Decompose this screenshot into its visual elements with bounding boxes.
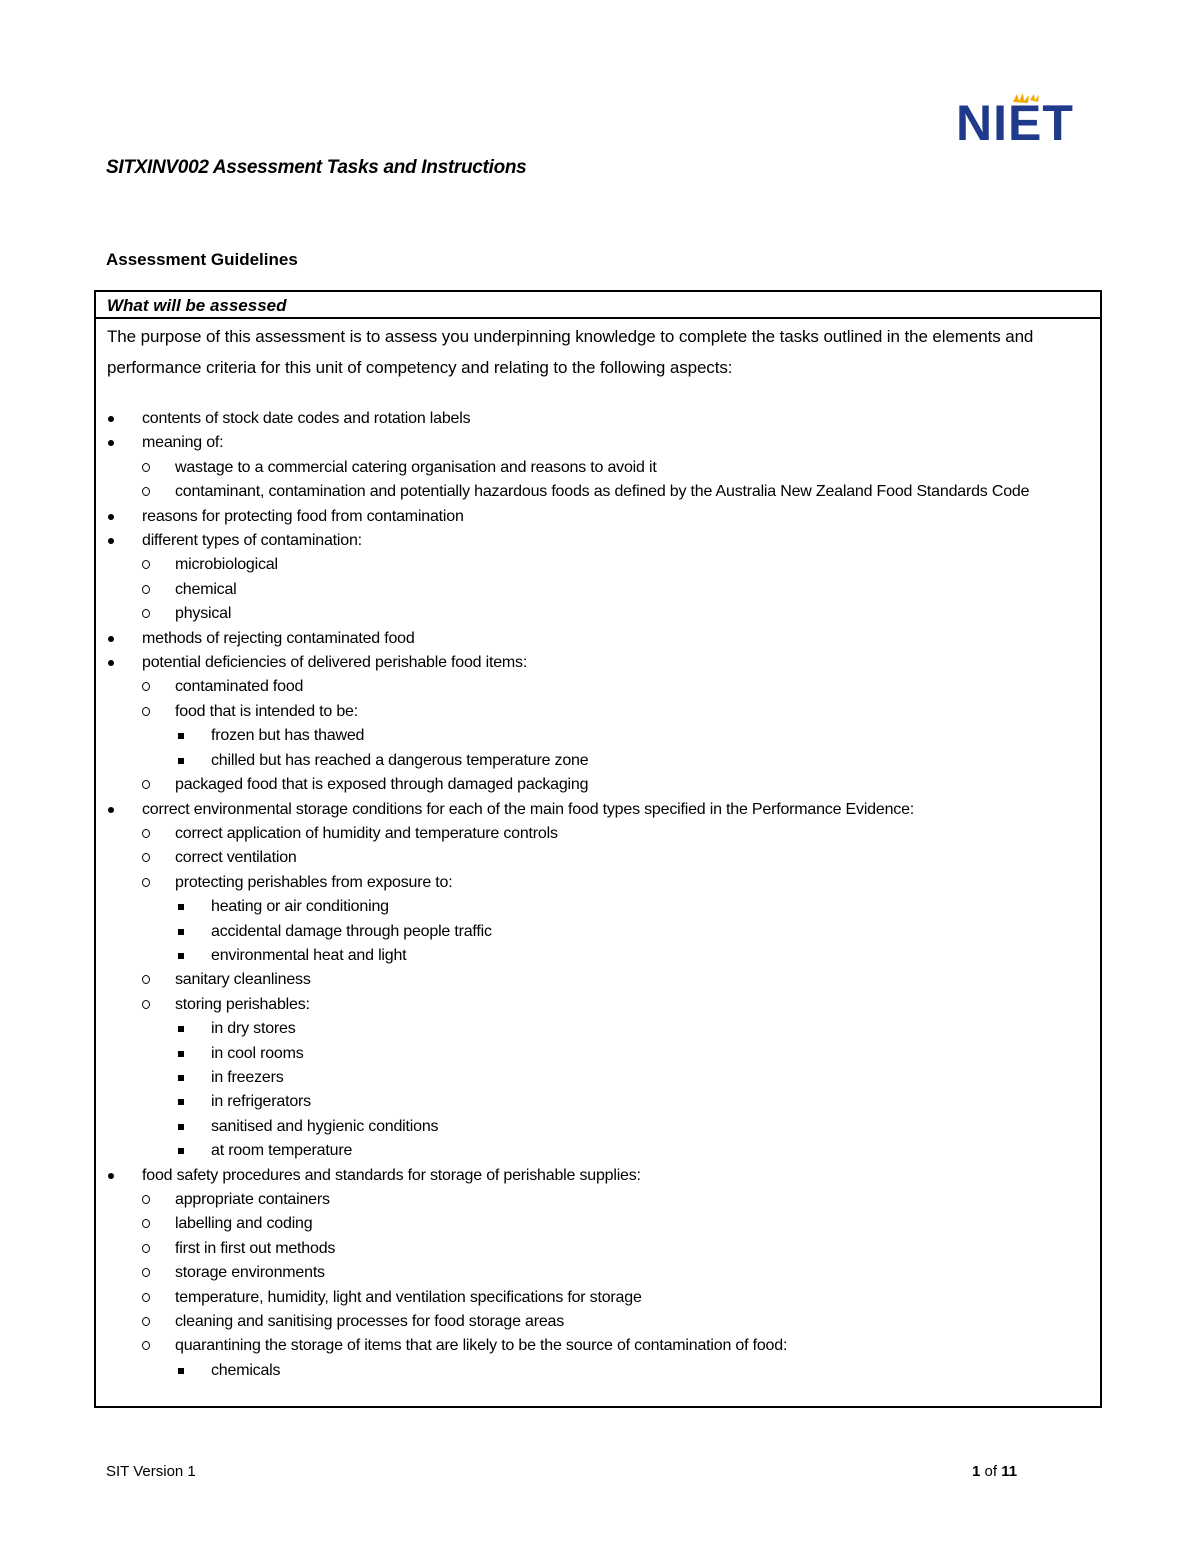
list-item-text: storage environments [175,1264,325,1282]
list-item [96,602,1100,626]
list-item [96,993,1100,1017]
list-item [96,773,1100,797]
list-item-text: packaged food that is exposed through damaged packaging [175,776,589,794]
list-item [96,1066,1100,1090]
circle-bullet-icon [142,1293,150,1302]
circle-bullet-icon [142,707,150,716]
bullet-icon [108,807,114,813]
list-item-text: meaning of: [142,434,224,452]
list-item-text: potential deficiencies of delivered perishable food items: [142,654,528,672]
list-item-text: physical [175,605,232,623]
list-item [96,505,1100,529]
circle-bullet-icon [142,682,150,691]
bullet-icon [108,1173,114,1179]
list-item [96,1261,1100,1285]
list-item-text: sanitary cleanliness [175,971,311,989]
list-item-text: labelling and coding [175,1215,313,1233]
list-item [96,700,1100,724]
list-item-text: temperature, humidity, light and ventilation specifications for storage [175,1288,642,1306]
list-item [96,822,1100,846]
list-item-text: cleaning and sanitising processes for food storage areas [175,1313,565,1331]
list-item [96,407,1100,431]
list-item [96,1334,1100,1358]
list-item [96,749,1100,773]
list-item-text: reasons for protecting food from contamination [142,507,464,525]
circle-bullet-icon [142,1219,150,1228]
list-item-text: correct environmental storage conditions for each of the main food types specified in the Performance Evidence: [142,800,915,818]
list-item [96,968,1100,992]
list-item-text: at room temperature [211,1142,353,1160]
square-bullet-icon [178,1148,184,1154]
list-item [96,1164,1100,1188]
section-heading: Assessment Guidelines [106,250,298,269]
square-bullet-icon [178,1124,184,1130]
page-number [972,1463,1017,1480]
list-item-text: chemicals [211,1361,281,1379]
square-bullet-icon [178,1026,184,1032]
page-of: of [984,1463,998,1480]
list-item-text: contaminated food [175,678,304,696]
list-item [96,944,1100,968]
assessment-table [94,290,1102,1408]
circle-bullet-icon [142,487,150,496]
list-item-text: in dry stores [211,1020,296,1038]
list-item-text: chemical [175,580,237,598]
list-item-text: food safety procedures and standards for storage of perishable supplies: [142,1166,641,1184]
list-item [96,895,1100,919]
footer-version: SIT Version 1 [106,1463,196,1480]
bullet-icon [108,514,114,520]
square-bullet-icon [178,1075,184,1081]
list-item [96,871,1100,895]
bullet-icon [108,416,114,422]
list-item [96,1139,1100,1163]
square-bullet-icon [178,758,184,764]
circle-bullet-icon [142,853,150,862]
assessment-criteria-list [96,407,1100,1383]
list-item-text: contents of stock date codes and rotation labels [142,410,471,427]
circle-bullet-icon [142,1195,150,1204]
bullet-icon [108,538,114,544]
list-item-text: methods of rejecting contaminated food [142,629,415,647]
circle-bullet-icon [142,1268,150,1277]
list-item [96,1115,1100,1139]
list-item [96,1237,1100,1261]
table-intro: The purpose of this assessment is to assess you underpinning knowledge to complete the tasks outlined in the elements and performance criteria for this unit of competency and relating to the following aspects: [107,327,1034,377]
circle-bullet-icon [142,585,150,594]
list-item [96,651,1100,675]
list-item [96,798,1100,822]
bullet-icon [108,660,114,666]
list-item-text: sanitised and hygienic conditions [211,1117,439,1135]
list-item-text: in refrigerators [211,1093,311,1111]
square-bullet-icon [178,1051,184,1057]
document-title: SITXINV002 Assessment Tasks and Instructions [106,157,527,178]
list-item-text: microbiological [175,556,278,574]
bullet-icon [108,440,114,446]
square-bullet-icon [178,1368,184,1374]
list-item-text: first in first out methods [175,1239,336,1257]
list-item [96,578,1100,602]
list-item-text: storing perishables: [175,995,310,1013]
circle-bullet-icon [142,975,150,984]
circle-bullet-icon [142,560,150,569]
list-item [96,553,1100,577]
list-item [96,846,1100,870]
list-item-text: food that is intended to be: [175,702,358,720]
square-bullet-icon [178,733,184,739]
table-header: What will be assessed [96,292,1100,319]
list-item-text: accidental damage through people traffic [211,922,492,940]
square-bullet-icon [178,904,184,910]
list-item-text: environmental heat and light [211,946,407,964]
list-item [96,1212,1100,1236]
circle-bullet-icon [142,829,150,838]
list-item [96,675,1100,699]
list-item [96,627,1100,651]
list-item [96,1286,1100,1310]
list-item [96,1042,1100,1066]
list-item [96,1188,1100,1212]
list-item [96,431,1100,455]
circle-bullet-icon [142,878,150,887]
circle-bullet-icon [142,463,150,472]
svg-text:NIET: NIET [956,95,1074,146]
list-item-text: frozen but has thawed [211,727,365,745]
page-current: 1 [972,1463,981,1480]
list-item-text: heating or air conditioning [211,898,389,916]
list-item-text: chilled but has reached a dangerous temperature zone [211,751,589,769]
circle-bullet-icon [142,1341,150,1350]
list-item [96,1017,1100,1041]
circle-bullet-icon [142,780,150,789]
list-item-text: protecting perishables from exposure to: [175,873,453,891]
page-total: 11 [1001,1463,1018,1480]
niet-logo [956,88,1096,146]
list-item [96,1090,1100,1114]
bullet-icon [108,636,114,642]
circle-bullet-icon [142,1317,150,1326]
list-item-text: wastage to a commercial catering organisation and reasons to avoid it [175,458,657,476]
list-item-text: quarantining the storage of items that are likely to be the source of contamination of food: [175,1337,788,1355]
list-item-text: different types of contamination: [142,532,362,550]
circle-bullet-icon [142,1244,150,1253]
list-item-text: correct ventilation [175,849,297,867]
list-item [96,529,1100,553]
square-bullet-icon [178,953,184,959]
list-item [96,1359,1100,1383]
list-item [96,920,1100,944]
circle-bullet-icon [142,609,150,618]
list-item-text: in cool rooms [211,1044,304,1062]
list-item-text: in freezers [211,1068,284,1086]
list-item [96,724,1100,748]
list-item-text: contaminant, contamination and potentially hazardous foods as defined by the Australia New Zealand Food Standards Code [175,483,1030,501]
square-bullet-icon [178,1099,184,1105]
square-bullet-icon [178,929,184,935]
list-item-text: appropriate containers [175,1191,330,1208]
list-item [96,1310,1100,1334]
list-item-text: correct application of humidity and temperature controls [175,824,558,842]
circle-bullet-icon [142,1000,150,1009]
list-item [96,480,1100,504]
list-item [96,456,1100,480]
